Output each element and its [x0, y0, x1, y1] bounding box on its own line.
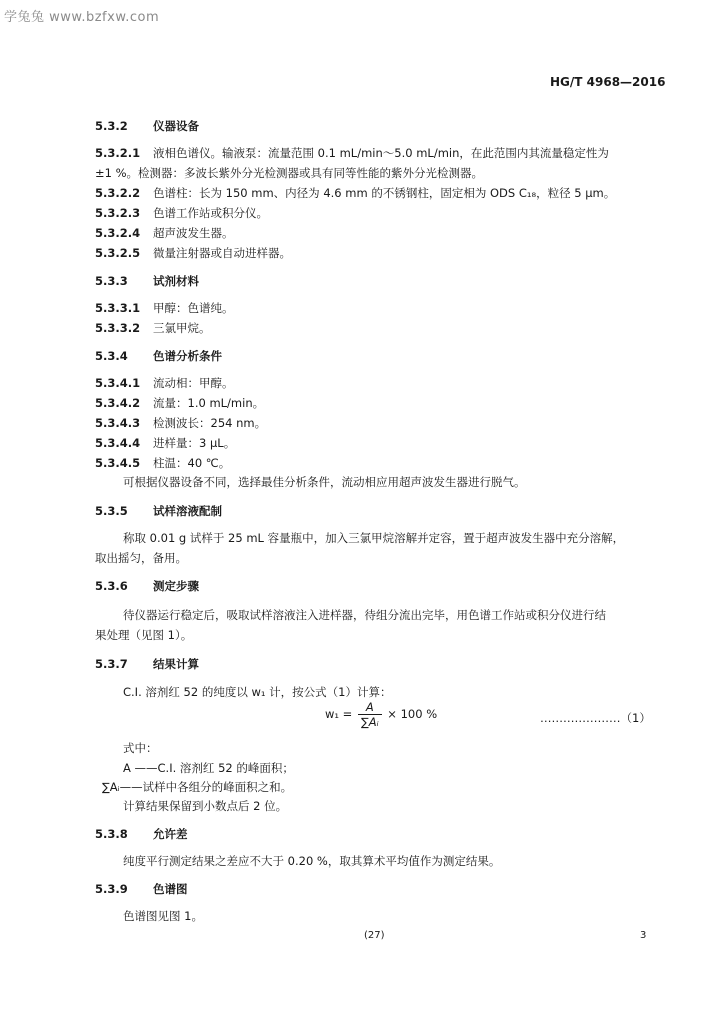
- section-heading-5-3-4: 5.3.4 色谱分析条件: [95, 349, 222, 363]
- clause-5-3-4-note: 可根据仪器设备不同，选择最佳分析条件，流动相应用超声波发生器进行脱气。: [123, 475, 526, 489]
- section-heading-5-3-8: 5.3.8 允许差: [95, 827, 188, 841]
- clause-5-3-4-4: 5.3.4.4 进样量：3 μL。: [95, 436, 236, 450]
- clause-5-3-2-2: 5.3.2.2 色谱柱：长为 150 mm、内径为 4.6 mm 的不锈钢柱，固定相为 ODS C₁₈，粒径 5 μm。: [95, 186, 616, 200]
- formula-lhs: w₁ =: [325, 707, 353, 721]
- clause-5-3-2-4: 5.3.2.4 超声波发生器。: [95, 226, 234, 240]
- section-heading-5-3-6: 5.3.6 测定步骤: [95, 579, 199, 593]
- clause-5-3-4-2: 5.3.4.2 流量：1.0 mL/min。: [95, 396, 265, 410]
- rounding-note: 计算结果保留到小数点后 2 位。: [123, 799, 288, 813]
- paragraph-5-3-7-intro: C.I. 溶剂红 52 的纯度以 w₁ 计，按公式（1）计算：: [123, 685, 392, 699]
- clause-5-3-3-1: 5.3.3.1 甲醇：色谱纯。: [95, 301, 234, 315]
- section-heading-5-3-7: 5.3.7 结果计算: [95, 657, 199, 671]
- clause-5-3-4-5: 5.3.4.5 柱温：40 ℃。: [95, 456, 231, 470]
- section-heading-5-3-3: 5.3.3 试剂材料: [95, 274, 199, 288]
- formula-number: …………………（1）: [540, 711, 651, 725]
- paragraph-5-3-8: 纯度平行测定结果之差应不大于 0.20 %，取其算术平均值作为测定结果。: [123, 854, 501, 868]
- paragraph-5-3-5-line1: 称取 0.01 g 试样于 25 mL 容量瓶中，加入三氯甲烷溶解并定容，置于超声波发生器中充分溶解，: [123, 531, 625, 545]
- definition-sum-ai: ∑Aᵢ——试样中各组分的峰面积之和。: [102, 780, 293, 794]
- paragraph-5-3-6-line1: 待仪器运行稳定后，吸取试样溶液注入进样器，待组分流出完毕，用色谱工作站或积分仪进行结: [123, 608, 606, 622]
- page-number: 3: [640, 930, 647, 941]
- clause-5-3-2-1-cont: ±1 %。检测器：多波长紫外分光检测器或具有同等性能的紫外分光检测器。: [95, 166, 484, 180]
- formula-fraction: [358, 700, 382, 729]
- clause-5-3-2-3: 5.3.2.3 色谱工作站或积分仪。: [95, 206, 268, 220]
- formula-rhs: × 100 %: [387, 707, 438, 721]
- watermark: 学兔兔 www.bzfxw.com: [4, 10, 160, 25]
- clause-5-3-4-3: 5.3.4.3 检测波长：254 nm。: [95, 416, 267, 430]
- paragraph-5-3-5-line2: 取出摇匀，备用。: [95, 551, 187, 565]
- standard-number: HG/T 4968—2016: [550, 75, 666, 89]
- paragraph-5-3-9: 色谱图见图 1。: [123, 909, 203, 923]
- formula-1: [325, 700, 437, 729]
- section-heading-5-3-2: 5.3.2 仪器设备: [95, 119, 199, 133]
- clause-5-3-3-2: 5.3.3.2 三氯甲烷。: [95, 321, 211, 335]
- paragraph-5-3-6-line2: 果处理（见图 1）。: [95, 628, 193, 642]
- where-label: 式中：: [123, 741, 158, 755]
- clause-5-3-2-1: 5.3.2.1 液相色谱仪。输液泵：流量范围 0.1 mL/min～5.0 mL/min，在此范围内其流量稳定性为: [95, 146, 609, 160]
- formula-numerator: A: [358, 700, 382, 715]
- clause-5-3-2-5: 5.3.2.5 微量注射器或自动进样器。: [95, 246, 291, 260]
- section-heading-5-3-9: 5.3.9 色谱图: [95, 882, 188, 896]
- clause-5-3-4-1: 5.3.4.1 流动相：甲醇。: [95, 376, 234, 390]
- section-heading-5-3-5: 5.3.5 试样溶液配制: [95, 504, 222, 518]
- formula-denominator: ∑Aᵢ: [360, 715, 379, 729]
- definition-a: A ——C.I. 溶剂红 52 的峰面积；: [123, 761, 294, 775]
- footer-sequence: (27): [364, 930, 385, 941]
